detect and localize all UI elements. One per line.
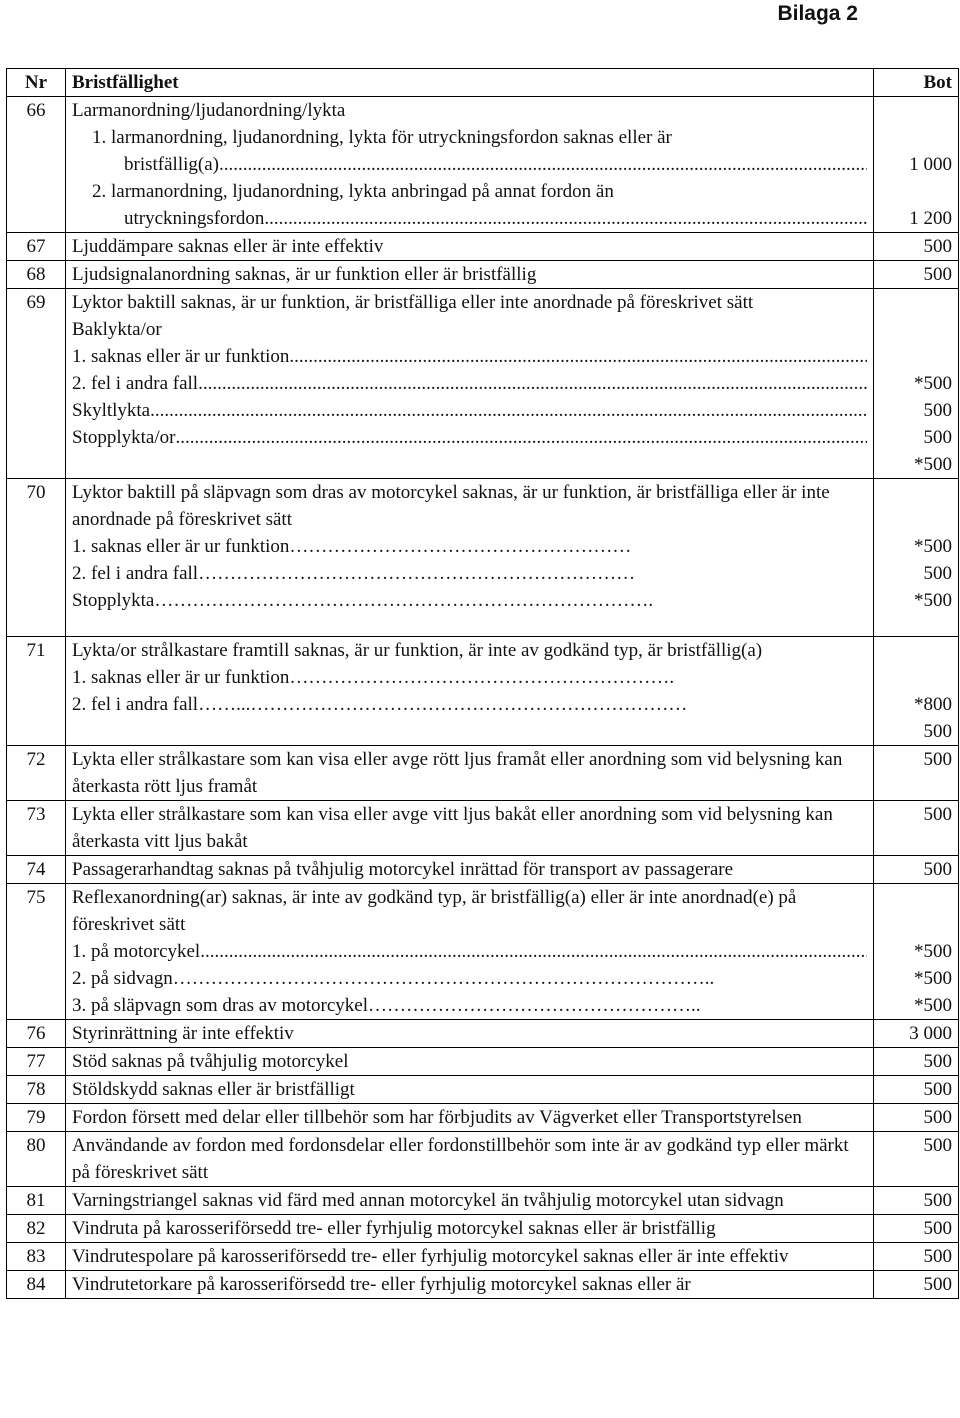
row-fine: 500 (874, 1132, 959, 1187)
dot-leader (200, 938, 867, 965)
row-fine: 500 (874, 1104, 959, 1132)
row-title: Lykta/or strålkastare framtill saknas, är ur funktion, är inte av godkänd typ, är bristfällig(a) (72, 640, 763, 661)
table-row (7, 746, 959, 801)
fine-value: 1 200 (909, 208, 952, 229)
item-line (72, 343, 867, 370)
item-line (72, 370, 867, 397)
fine-value: *500 (914, 454, 952, 475)
row-fine: 500 (874, 1271, 959, 1299)
row-nr: 75 (7, 884, 66, 1020)
row-nr: 77 (7, 1048, 66, 1076)
fine-value: *500 (914, 536, 952, 557)
table-row (7, 1076, 959, 1104)
item-text: 2. fel i andra fall……...…………………………………………………………… (72, 694, 688, 715)
row-nr: 74 (7, 856, 66, 884)
table-row (7, 1020, 959, 1048)
row-description (66, 97, 874, 233)
row-description: Styrinrättning är inte effektiv (66, 1020, 874, 1048)
row-description: Vindrutetorkare på karosseriförsedd tre- eller fyrhjulig motorcykel saknas eller är (66, 1271, 874, 1299)
row-description: Ljudsignalanordning saknas, är ur funktion eller är bristfällig (66, 261, 874, 289)
item-line (72, 424, 867, 451)
row-nr: 78 (7, 1076, 66, 1104)
item-text: 2. på sidvagn………………………………………………………………………….. (72, 968, 715, 989)
fine-value: 500 (923, 563, 952, 584)
dot-leader (198, 370, 867, 397)
table-row (7, 801, 959, 856)
item-text: 1. på motorcykel (72, 941, 201, 962)
item-line (72, 151, 867, 178)
row-fine (874, 637, 959, 746)
item-line (72, 205, 867, 232)
table-row (7, 856, 959, 884)
row-nr: 69 (7, 289, 66, 479)
table-row (7, 261, 959, 289)
dot-leader (289, 343, 867, 370)
row-description (66, 289, 874, 479)
item-line (72, 938, 867, 965)
row-fine: 500 (874, 1215, 959, 1243)
row-description (66, 637, 874, 746)
table-header-row (7, 69, 959, 97)
item-text: 1. saknas eller är ur funktion……………………………………………… (72, 536, 632, 557)
table-row (7, 1187, 959, 1215)
item-text: 2. fel i andra fall…………………………………………………………… (72, 563, 636, 584)
fine-value: 500 (923, 721, 952, 742)
fine-value: *500 (914, 968, 952, 989)
row-description (66, 479, 874, 637)
table-row (7, 97, 959, 233)
table-row (7, 1215, 959, 1243)
row-fine: 500 (874, 261, 959, 289)
row-description: Användande av fordon med fordonsdelar eller fordonstillbehör som inte är av godkänd typ eller märkt på föreskrivet sätt (66, 1132, 874, 1187)
row-description: Stöldskydd saknas eller är bristfälligt (66, 1076, 874, 1104)
item-text: bristfällig(a) (124, 154, 219, 175)
item-text: 3. på släpvagn som dras av motorcykel…………………………………………….. (72, 995, 701, 1016)
fine-value: 500 (923, 400, 952, 421)
row-nr: 70 (7, 479, 66, 637)
row-title: Lyktor baktill saknas, är ur funktion, är bristfälliga eller inte anordnade på föreskrivet sätt (72, 292, 754, 313)
fine-table (6, 68, 959, 1299)
row-fine: 500 (874, 1048, 959, 1076)
item-text: 1. larmanordning, ljudanordning, lykta för utryckningsfordon saknas eller är (92, 127, 672, 148)
item-text: Stopplykta……………………………………………………………………. (72, 590, 654, 611)
row-nr: 68 (7, 261, 66, 289)
row-nr: 73 (7, 801, 66, 856)
table-row (7, 1271, 959, 1299)
row-title: Reflexanordning(ar) saknas, är inte av godkänd typ, är bristfällig(a) eller är inte anordnad(e) på föreskrivet sätt (72, 887, 797, 935)
row-fine (874, 289, 959, 479)
header-fine: Bot (874, 69, 959, 97)
row-nr: 79 (7, 1104, 66, 1132)
row-description: Vindruta på karosseriförsedd tre- eller fyrhjulig motorcykel saknas eller är bristfällig (66, 1215, 874, 1243)
row-nr: 71 (7, 637, 66, 746)
row-fine (874, 479, 959, 637)
table-row (7, 1243, 959, 1271)
row-fine: 500 (874, 801, 959, 856)
fine-value: *800 (914, 694, 952, 715)
row-title: Lyktor baktill på släpvagn som dras av motorcykel saknas, är ur funktion, är bristfälliga eller är inte anordnade på föreskrivet sätt (72, 482, 830, 530)
dot-leader (150, 397, 867, 424)
item-text: 2. fel i andra fall (72, 373, 199, 394)
row-description (66, 884, 874, 1020)
table-row (7, 289, 959, 479)
header-nr: Nr (7, 69, 66, 97)
fine-value: *500 (914, 373, 952, 394)
fine-value: *500 (914, 941, 952, 962)
appendix-label: Bilaga 2 (777, 2, 858, 25)
row-description: Stöd saknas på tvåhjulig motorcykel (66, 1048, 874, 1076)
item-line (72, 397, 867, 424)
row-nr: 66 (7, 97, 66, 233)
fine-value: 500 (923, 427, 952, 448)
header-description: Bristfällighet (66, 69, 874, 97)
dot-leader (219, 151, 867, 178)
row-nr: 84 (7, 1271, 66, 1299)
row-description: Lykta eller strålkastare som kan visa eller avge rött ljus framåt eller anordning som vid belysning kan återkasta rött ljus framåt (66, 746, 874, 801)
row-fine: 500 (874, 1187, 959, 1215)
item-text: Stopplykta/or (72, 427, 176, 448)
row-fine: 3 000 (874, 1020, 959, 1048)
table-row (7, 884, 959, 1020)
row-description: Vindrutespolare på karosseriförsedd tre- eller fyrhjulig motorcykel saknas eller är inte effektiv (66, 1243, 874, 1271)
item-text: 1. saknas eller är ur funktion (72, 346, 290, 367)
row-description: Passagerarhandtag saknas på tvåhjulig motorcykel inrättad för transport av passagerare (66, 856, 874, 884)
dot-leader (264, 205, 867, 232)
dot-leader (175, 424, 867, 451)
row-description: Ljuddämpare saknas eller är inte effektiv (66, 233, 874, 261)
row-description: Lykta eller strålkastare som kan visa eller avge vitt ljus bakåt eller anordning som vid belysning kan återkasta vitt ljus bakåt (66, 801, 874, 856)
table-row (7, 233, 959, 261)
row-fine (874, 884, 959, 1020)
table-row (7, 479, 959, 637)
row-fine: 500 (874, 1243, 959, 1271)
row-nr: 82 (7, 1215, 66, 1243)
row-fine: 500 (874, 856, 959, 884)
row-nr: 76 (7, 1020, 66, 1048)
row-subtitle: Baklykta/or (72, 319, 162, 340)
row-nr: 81 (7, 1187, 66, 1215)
row-description: Varningstriangel saknas vid färd med annan motorcykel än tvåhjulig motorcykel utan sidvagn (66, 1187, 874, 1215)
row-description: Fordon försett med delar eller tillbehör som har förbjudits av Vägverket eller Transportstyrelsen (66, 1104, 874, 1132)
row-nr: 83 (7, 1243, 66, 1271)
table-row (7, 1132, 959, 1187)
row-fine: 500 (874, 746, 959, 801)
row-nr: 72 (7, 746, 66, 801)
item-text: Skyltlykta (72, 400, 151, 421)
item-text: 1. saknas eller är ur funktion……………………………………………………. (72, 667, 675, 688)
row-fine: 500 (874, 1076, 959, 1104)
row-fine (874, 97, 959, 233)
table-row (7, 1104, 959, 1132)
table-row (7, 637, 959, 746)
fine-value: *500 (914, 995, 952, 1016)
table-row (7, 1048, 959, 1076)
item-text: 2. larmanordning, ljudanordning, lykta anbringad på annat fordon än (92, 181, 614, 202)
row-nr: 67 (7, 233, 66, 261)
row-fine: 500 (874, 233, 959, 261)
item-text: utryckningsfordon (124, 208, 265, 229)
row-title: Larmanordning/ljudanordning/lykta (72, 100, 346, 121)
fine-value: *500 (914, 590, 952, 611)
fine-value: 1 000 (909, 154, 952, 175)
row-nr: 80 (7, 1132, 66, 1187)
